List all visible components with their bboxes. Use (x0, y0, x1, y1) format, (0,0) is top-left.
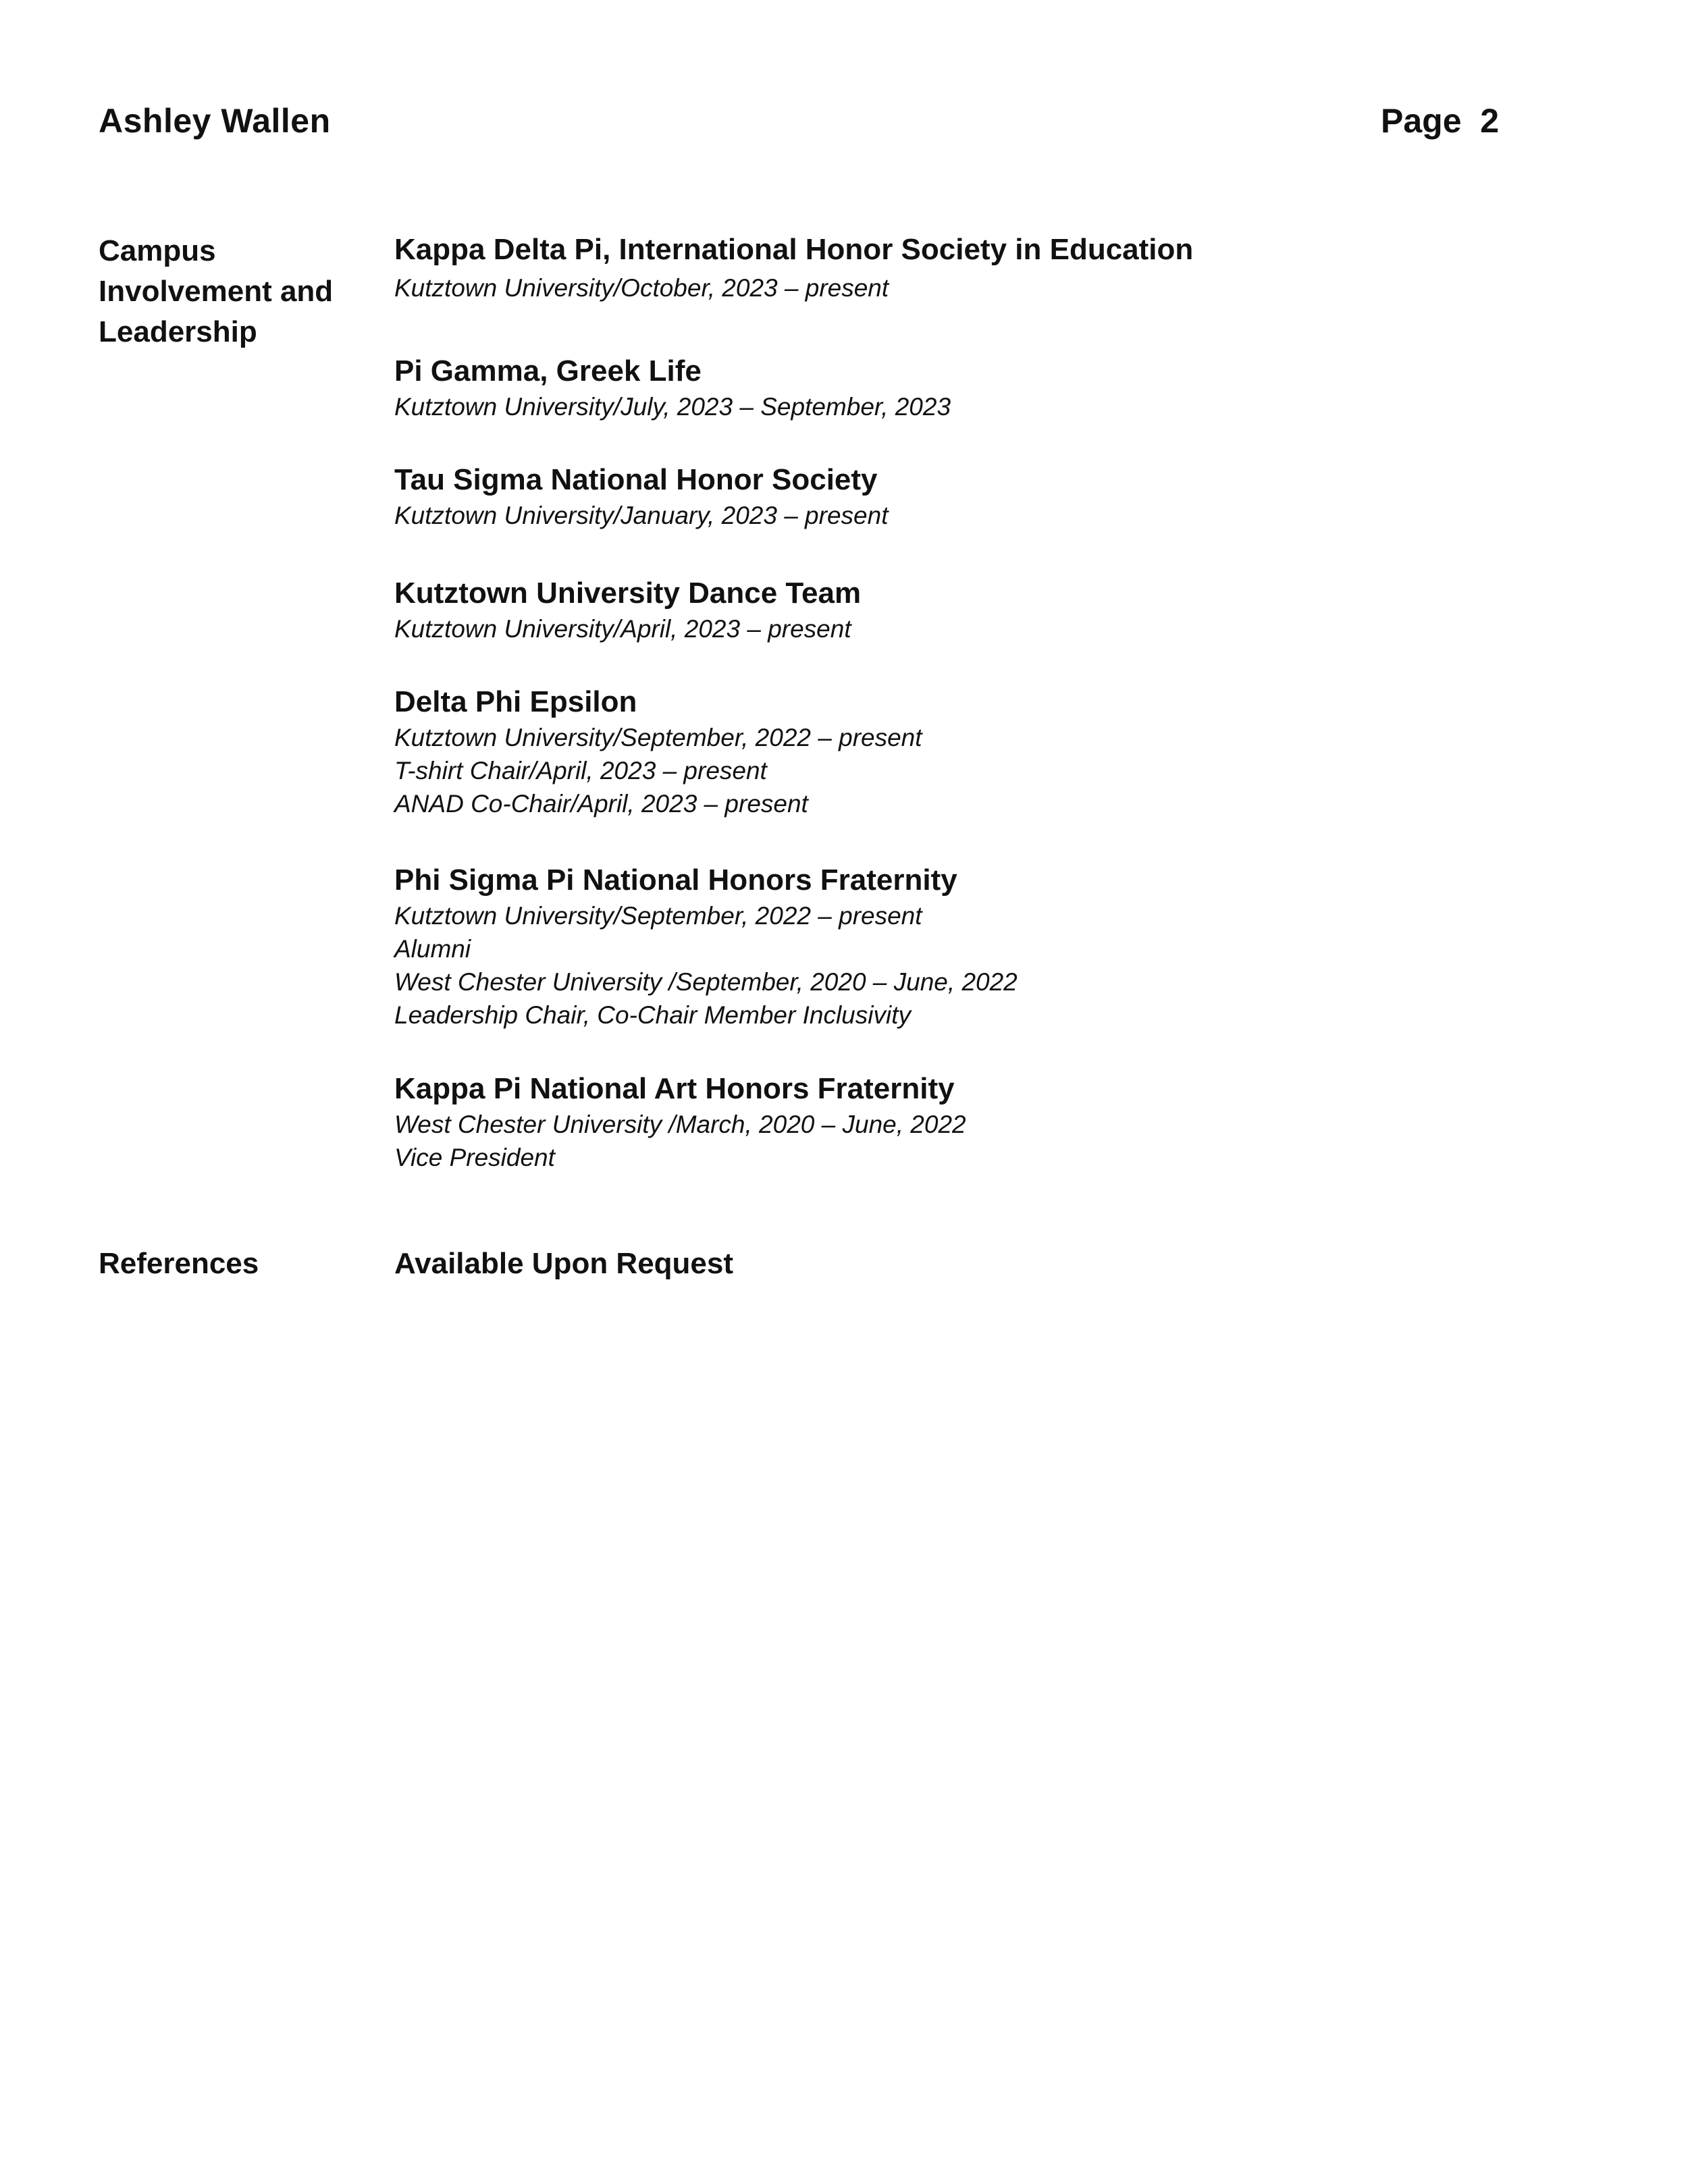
entry-title: Kutztown University Dance Team (394, 577, 862, 610)
entry-detail: Kutztown University/September, 2022 – present (394, 724, 922, 751)
references-value: Available Upon Request (394, 1247, 734, 1280)
entry-title: Tau Sigma National Honor Society (394, 463, 878, 496)
section-label-references: References (99, 1247, 259, 1280)
entry-detail: Kutztown University/January, 2023 – present (394, 502, 889, 529)
entry-detail: West Chester University /September, 2020 – June, 2022 (394, 968, 1018, 996)
entry-title: Kappa Delta Pi, International Honor Society in Education (394, 233, 1194, 266)
entry-detail: Kutztown University/July, 2023 – September, 2023 (394, 393, 951, 421)
section-label-line: Campus (99, 234, 216, 267)
entry-detail: West Chester University /March, 2020 – June, 2022 (394, 1111, 966, 1138)
entry-detail: Vice President (394, 1144, 555, 1171)
page-number: Page 2 (1381, 102, 1500, 140)
entry-detail: T-shirt Chair/April, 2023 – present (394, 757, 767, 784)
section-label-line: Involvement and (99, 275, 334, 308)
involvement-entry (394, 461, 888, 532)
entry-title: Phi Sigma Pi National Honors Fraternity (394, 863, 957, 897)
entry-title: Delta Phi Epsilon (394, 685, 637, 718)
resume-owner-name: Ashley Wallen (99, 102, 331, 140)
involvement-entry (394, 231, 1193, 304)
entry-detail: Leadership Chair, Co-Chair Member Inclusivity (394, 1001, 911, 1029)
section-label-campus-involvement (99, 231, 382, 352)
involvement-entry (394, 352, 951, 423)
entry-detail: Kutztown University/October, 2023 – present (394, 274, 889, 302)
entry-detail: Kutztown University/April, 2023 – present (394, 615, 851, 643)
entry-detail: Alumni (394, 935, 471, 963)
involvement-entry (394, 861, 1018, 1032)
entry-detail: ANAD Co-Chair/April, 2023 – present (394, 790, 808, 818)
entry-title: Kappa Pi National Art Honors Fraternity (394, 1072, 955, 1105)
section-label-line: Leadership (99, 315, 257, 348)
entry-detail: Kutztown University/September, 2022 – present (394, 902, 922, 930)
entry-title: Pi Gamma, Greek Life (394, 354, 702, 388)
involvement-entry (394, 1070, 966, 1174)
involvement-entry (394, 575, 861, 645)
involvement-entry (394, 683, 922, 820)
